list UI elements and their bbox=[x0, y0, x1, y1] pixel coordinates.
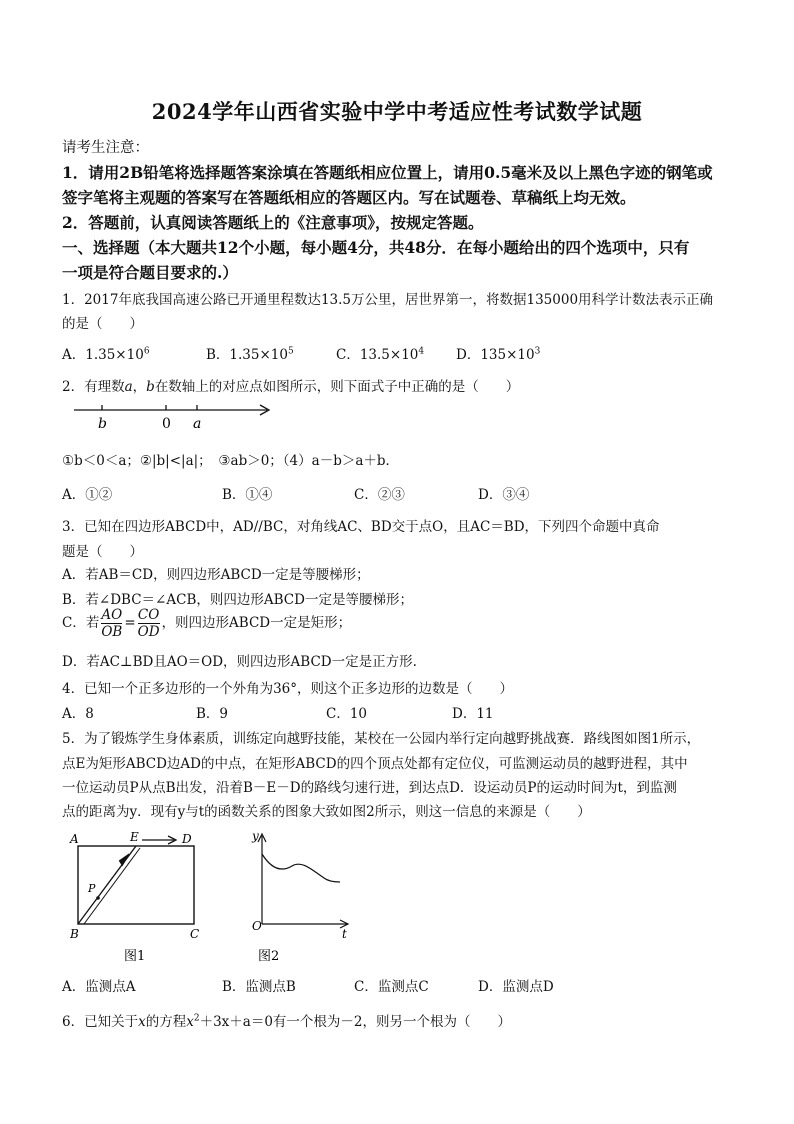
fraction-ao-ob: $\frac{AO}{OB}$ bbox=[101, 607, 123, 640]
q5-stem-line3: 一位运动员P从点B出发，沿着B－E－D的路线匀速行进，到达点D．设运动员P的运动时间为t，到监测 bbox=[62, 780, 677, 796]
figure-1-caption: 图1 bbox=[124, 949, 146, 964]
q4-option-d: D．11 bbox=[452, 706, 494, 722]
figure-2-caption: 图2 bbox=[258, 949, 280, 964]
q2-option-c: C．②③ bbox=[354, 487, 405, 503]
axis-label-t: t bbox=[342, 927, 347, 941]
vertex-label-d: D bbox=[182, 832, 192, 846]
origin-label: O bbox=[252, 919, 262, 933]
q4-stem: 4．已知一个正多边形的一个外角为36°，则这个正多边形的边数是（ ） bbox=[62, 681, 514, 697]
axis-label-a: a bbox=[193, 416, 202, 432]
q5-option-a: A．监测点A bbox=[62, 979, 136, 995]
axis-label-zero: 0 bbox=[162, 416, 171, 432]
number-line-figure bbox=[62, 398, 282, 432]
q3-option-c: C．若 $\frac{AO}{OB}$ = $\frac{CO}{OD}$ ，则四边形ABCD一定是矩形； bbox=[62, 607, 352, 640]
q2-option-d: D．③④ bbox=[478, 487, 530, 503]
q2-option-a: A．①② bbox=[62, 487, 113, 503]
q5-option-c: C．监测点C bbox=[354, 979, 429, 995]
notice-item-1b: 签字笔将主观题的答案写在答题纸相应的答题区内。写在试题卷、草稿纸上均无效。 bbox=[62, 188, 636, 207]
vertex-label-a: A bbox=[70, 832, 79, 846]
section-heading-a: 一、选择题（本大题共12个小题，每小题4分，共48分．在每小题给出的四个选项中，只有 bbox=[62, 238, 690, 257]
q2-option-b: B．①④ bbox=[222, 487, 273, 503]
vertex-label-c: C bbox=[190, 927, 200, 941]
q6-stem: 6．已知关于x的方程$x^2+3x+a=0$有一个根为－2，则另一个根为（ ） bbox=[62, 1013, 512, 1030]
runner-label-p: P bbox=[88, 882, 96, 895]
page-title: 2024学年山西省实验中学中考适应性考试数学试题 bbox=[151, 99, 643, 124]
q3-option-b: B．若∠DBC＝∠ACB，则四边形ABCD一定是等腰梯形； bbox=[62, 592, 413, 608]
axis-label-y: y bbox=[252, 829, 259, 843]
q5-option-b: B．监测点B bbox=[222, 979, 296, 995]
q1-stem-line2: 的是（ ） bbox=[62, 316, 143, 332]
q1-option-c: C．$13.5\times 10^4$ bbox=[336, 346, 425, 363]
q1-option-b: B．$1.35\times 10^5$ bbox=[206, 346, 294, 363]
q5-stem-line4: 点的距离为y．现有y与t的函数关系的图象大致如图2所示，则这一信息的来源是（ ） bbox=[62, 804, 591, 820]
q3-option-a: A．若AB＝CD，则四边形ABCD一定是等腰梯形； bbox=[62, 567, 370, 583]
q4-option-b: B．9 bbox=[196, 706, 229, 722]
notice-item-2: 2．答题前，认真阅读答题纸上的《注意事项》，按规定答题。 bbox=[62, 213, 484, 232]
vertex-label-b: B bbox=[70, 927, 79, 941]
q3-stem-line1: 3．已知在四边形ABCD中，AD//BC，对角线AC、BD交于点O，且AC＝BD，下列四个命题中真命 bbox=[62, 519, 660, 535]
q1-stem-line1: 1．2017年底我国高速公路已开通里程数达13.5万公里，居世界第一，将数据135000用科学计数法表示正确 bbox=[62, 292, 714, 308]
q2-stem: 2．有理数a，b在数轴上的对应点如图所示，则下面式子中正确的是（ ） bbox=[62, 379, 520, 395]
axis-label-b: b bbox=[98, 416, 107, 432]
function-graph-figure-2 bbox=[240, 826, 360, 966]
point-label-e: E bbox=[130, 830, 139, 844]
notice-item-1a: 1．请用2B铅笔将选择题答案涂填在答题纸相应位置上，请用0.5毫米及以上黑色字迹的钢笔或 bbox=[62, 163, 713, 182]
notice-heading: 请考生注意： bbox=[62, 140, 149, 156]
q2-statements: ①b＜0＜a；②|b|<|a|； ③ab＞0；（4）a－b＞a＋b． bbox=[62, 453, 400, 469]
q4-option-c: C．10 bbox=[326, 706, 368, 722]
q5-stem-line2: 点E为矩形ABCD边AD的中点，在矩形ABCD的四个顶点处都有定位仪，可监测运动员的越野进程，其中 bbox=[62, 756, 688, 772]
fraction-co-od: $\frac{CO}{OD}$ bbox=[137, 607, 160, 640]
q1-option-d: D．$135\times 10^3$ bbox=[456, 346, 541, 363]
section-heading-b: 一项是符合题目要求的.） bbox=[62, 263, 238, 282]
q5-stem-line1: 5．为了锻炼学生身体素质，训练定向越野技能，某校在一公园内举行定向越野挑战赛．路线图如图1所示， bbox=[62, 731, 701, 747]
q3-option-d: D．若AC⊥BD且AO＝OD，则四边形ABCD一定是正方形. bbox=[62, 654, 417, 670]
q3-stem-line2: 题是（ ） bbox=[62, 544, 143, 560]
q5-option-d: D．监测点D bbox=[478, 979, 554, 995]
q4-option-a: A．8 bbox=[62, 706, 94, 722]
route-map-figure-1 bbox=[62, 826, 222, 966]
q1-option-a: A．$1.35\times 10^6$ bbox=[62, 346, 150, 363]
